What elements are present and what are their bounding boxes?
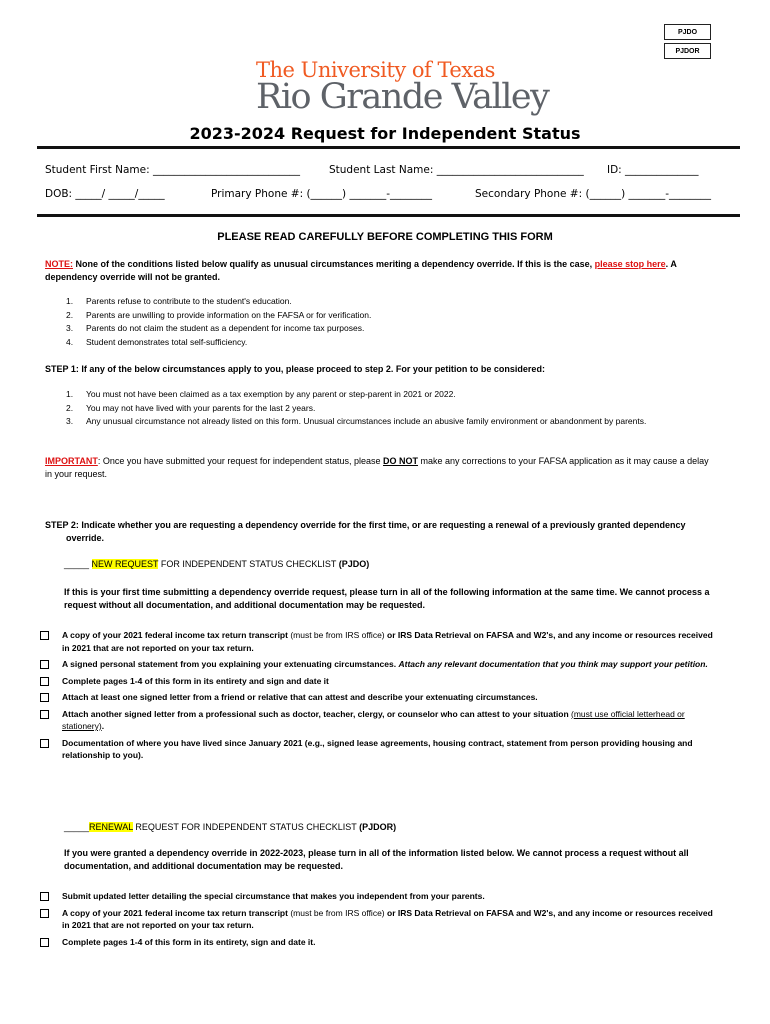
checkbox-icon[interactable] (40, 693, 49, 702)
stop-here-link[interactable]: please stop here (594, 259, 666, 269)
list-item: 4. Student demonstrates total self-sufficiency. (66, 336, 248, 347)
checklist-item[interactable]: A copy of your 2021 federal income tax return transcript (must be from IRS office) or IRS Data Retrieval on FAFSA and W2's, and any income or resources received in 2021 that are not reported on your tax return. (40, 907, 720, 932)
list-item: 1. You must not have been claimed as a tax exemption by any parent or step-parent in 2021 or 2022. (66, 389, 456, 399)
step-1-heading: STEP 1: If any of the below circumstances apply to you, please proceed to step 2. For your petition to be considered: (45, 364, 545, 374)
logo-line-2: Rio Grande Valley (256, 77, 549, 117)
important-paragraph: IMPORTANT: Once you have submitted your request for independent status, please DO NOT make any corrections to your FAFSA application as it may cause a delay in your request. (45, 456, 709, 479)
new-request-blank[interactable]: _____ (64, 559, 92, 569)
note-text: None of the conditions listed below qualify as unusual circumstances meriting a dependency override. If this is the case, (73, 259, 595, 269)
step-2-heading: STEP 2: Indicate whether you are requesting a dependency override for the first time, or are requesting a renewal of a previously granted dependency override. (45, 520, 686, 543)
divider-bottom (37, 214, 740, 217)
student-last-name-field[interactable]: Student Last Name: ____________________________ (329, 164, 584, 176)
new-request-checklist-title: _____ NEW REQUEST FOR INDEPENDENT STATUS CHECKLIST (PJDO) (64, 559, 370, 569)
dob-field[interactable]: DOB: _____/ _____/_____ (45, 188, 165, 200)
new-request-checklist (40, 629, 720, 766)
checklist-item[interactable]: A copy of your 2021 federal income tax return transcript (must be from IRS office) or IRS Data Retrieval on FAFSA and W2's, and any income or resources received in 2021 that are not reported on your tax return. (40, 629, 720, 654)
checkbox-icon[interactable] (40, 938, 49, 947)
student-first-name-field[interactable]: Student First Name: ____________________________ (45, 164, 300, 176)
list-item: 1. Parents refuse to contribute to the student's education. (66, 296, 292, 306)
checklist-item[interactable]: Submit updated letter detailing the special circumstance that makes you independent from your parents. (40, 890, 720, 903)
code-box-pjdor: PJDOR (664, 43, 711, 59)
checkbox-icon[interactable] (40, 631, 49, 640)
circumstances-list (66, 388, 736, 429)
checkbox-icon[interactable] (40, 739, 49, 748)
checklist-item[interactable]: A signed personal statement from you explaining your extenuating circumstances. Attach any relevant documentation that you think may support your petition. (40, 658, 720, 671)
do-not-emphasis: DO NOT (383, 456, 419, 466)
student-id-field[interactable]: ID: ______________ (607, 164, 699, 176)
secondary-phone-field[interactable]: Secondary Phone #: (______) _______-________ (475, 188, 712, 200)
checkbox-icon[interactable] (40, 710, 49, 719)
list-item: 2. You may not have lived with your parents for the last 2 years. (66, 402, 316, 413)
checkbox-icon[interactable] (40, 677, 49, 686)
list-item: 3. Parents do not claim the student as a dependent for income tax purposes. (66, 323, 365, 333)
checklist-item[interactable]: Documentation of where you have lived since January 2021 (e.g., signed lease agreements, housing contract, statement from person providing housing and relationship to you). (40, 737, 720, 762)
important-label: IMPORTANT (45, 456, 98, 466)
renewal-checklist-title: _____RENEWAL REQUEST FOR INDEPENDENT STATUS CHECKLIST (PJDOR) (64, 822, 397, 832)
checklist-item[interactable]: Attach at least one signed letter from a friend or relative that can attest and describe your extenuating circumstances. (40, 691, 720, 704)
renewal-intro: If you were granted a dependency override in 2022-2023, please turn in all of the information listed below. We cannot process a request without all documentation, and additional documentation may be requested. (64, 848, 689, 871)
note-paragraph (45, 258, 725, 284)
list-item: 2. Parents are unwilling to provide information on the FAFSA or for verification. (66, 309, 372, 320)
list-item: 3. Any unusual circumstance not already listed on this form. Unusual circumstances include an abusive family environment or abandonment by parents. (66, 416, 647, 426)
checklist-item[interactable]: Complete pages 1-4 of this form in its entirety and sign and date it (40, 675, 720, 688)
renewal-checklist (40, 890, 720, 952)
checkbox-icon[interactable] (40, 660, 49, 669)
logo-line-1: The University of Texas (256, 58, 495, 82)
conditions-list (66, 295, 706, 349)
checklist-item[interactable]: Attach another signed letter from a professional such as doctor, teacher, clergy, or counselor who can attest to your situation (must use official letterhead or stationery). (40, 708, 720, 733)
code-box-pjdo: PJDO (664, 24, 711, 40)
note-label: NOTE: (45, 259, 73, 269)
divider-top (37, 146, 740, 149)
page-title: 2023-2024 Request for Independent Status (189, 124, 581, 143)
new-request-intro: If this is your first time submitting a dependency override request, please turn in all of the following information at the same time. We cannot process a request without all documentation, and additional documentation may be requested. (64, 587, 710, 610)
primary-phone-field[interactable]: Primary Phone #: (______) _______-________ (211, 188, 433, 200)
checklist-item[interactable]: Complete pages 1-4 of this form in its entirety, sign and date it. (40, 936, 720, 949)
note-text-2: . A dependency override will not be granted. (45, 259, 677, 282)
section-heading: PLEASE READ CAREFULLY BEFORE COMPLETING THIS FORM (217, 231, 553, 243)
checkbox-icon[interactable] (40, 892, 49, 901)
checkbox-icon[interactable] (40, 909, 49, 918)
renewal-blank[interactable]: _____ (64, 822, 90, 832)
